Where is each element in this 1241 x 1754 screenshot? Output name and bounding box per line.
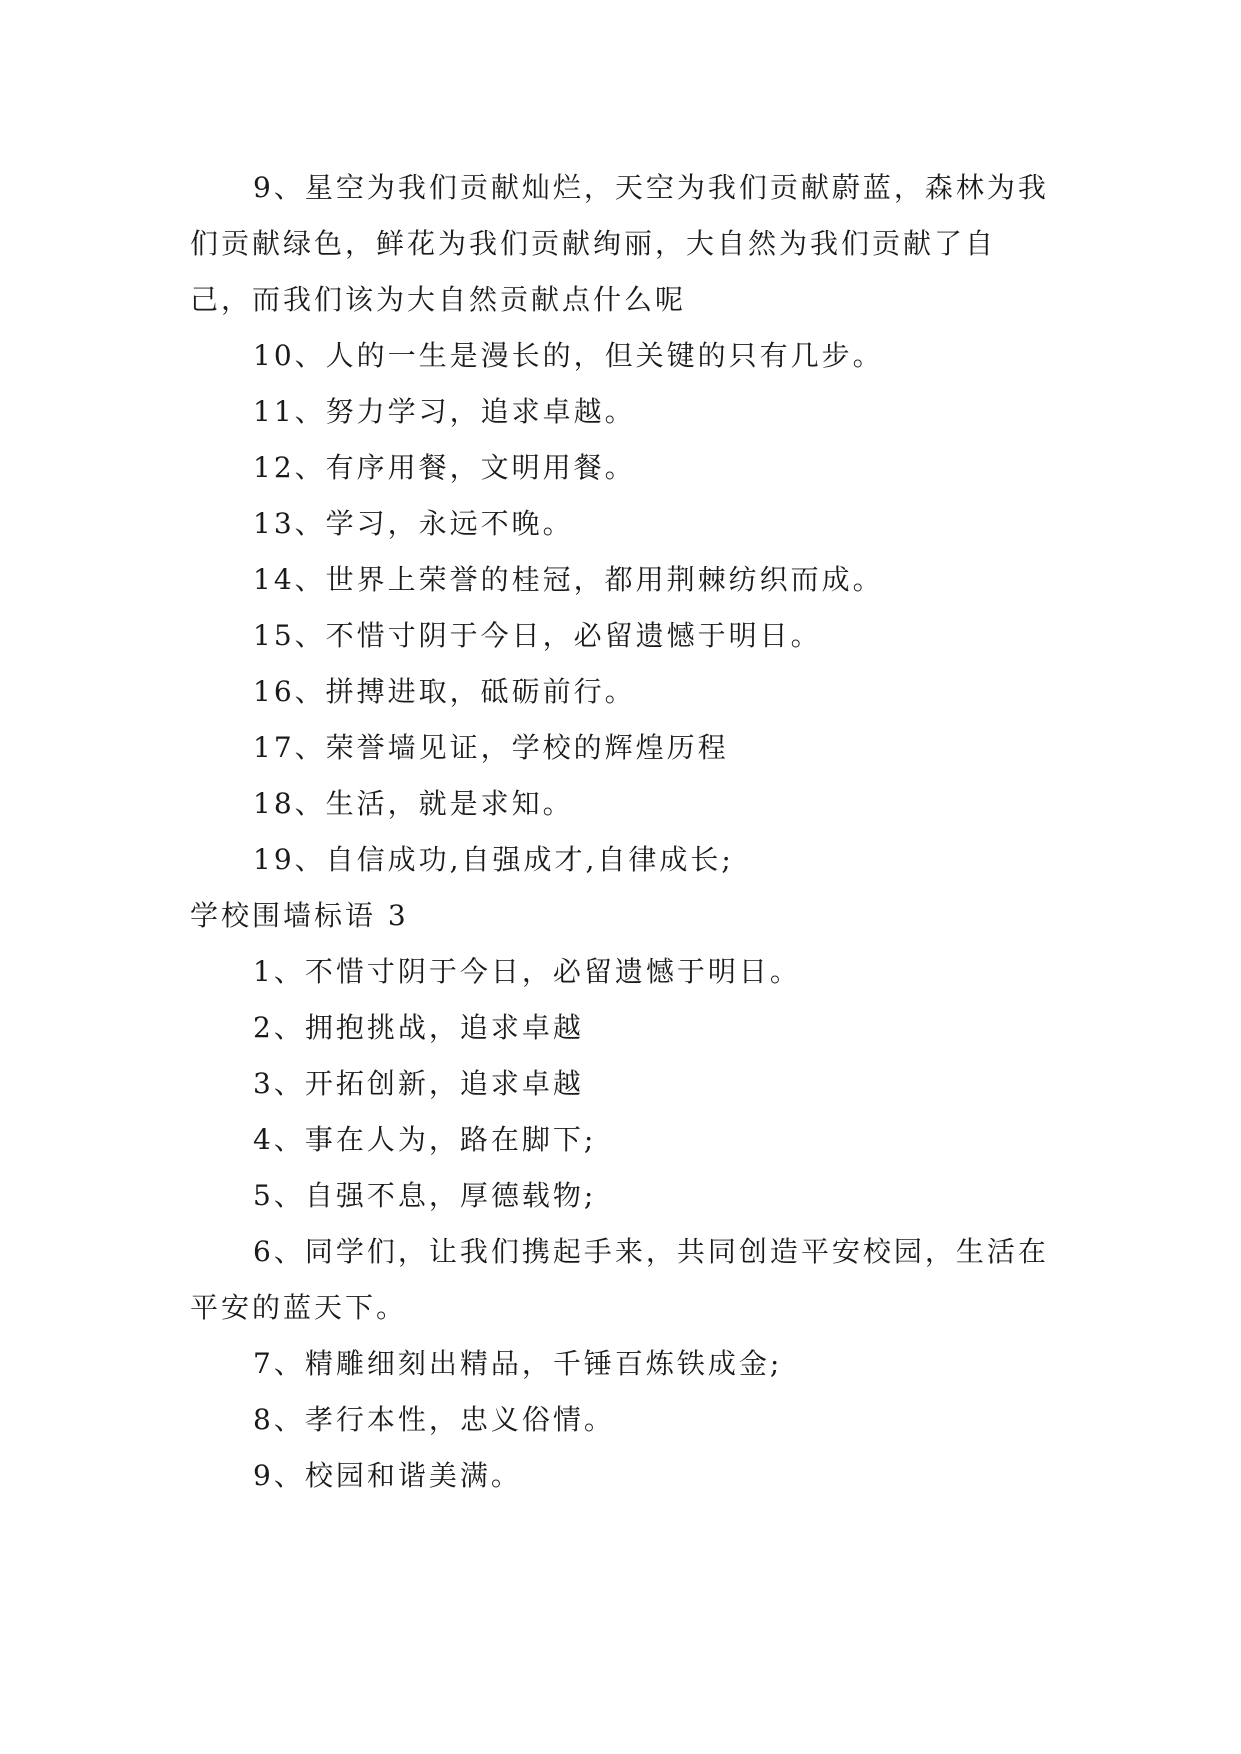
list-item: 1、不惜寸阴于今日，必留遗憾于明日。 [253, 955, 801, 988]
list-item: 16、拼搏进取，砥砺前行。 [253, 675, 636, 708]
list-item: 9、星空为我们贡献灿烂，天空为我们贡献蔚蓝，森林为我们贡献绿色，鲜花为我们贡献绚丽，大自然为我们贡献了自己，而我们该为大自然贡献点什么呢 [190, 171, 1049, 316]
list-item: 9、校园和谐美满。 [253, 1459, 522, 1492]
list-item: 2、拥抱挑战，追求卓越 [253, 1011, 584, 1044]
list-item: 7、精雕细刻出精品，千锤百炼铁成金; [253, 1347, 783, 1380]
list-item: 10、人的一生是漫长的，但关键的只有几步。 [253, 339, 884, 372]
list-item: 6、同学们，让我们携起手来，共同创造平安校园，生活在平安的蓝天下。 [190, 1235, 1049, 1324]
list-item: 8、孝行本性，忠义俗情。 [253, 1403, 615, 1436]
list-item: 19、自信成功,自强成才,自律成长; [253, 843, 734, 876]
list-item: 18、生活，就是求知。 [253, 787, 574, 820]
list-item: 14、世界上荣誉的桂冠，都用荆棘纺织而成。 [253, 563, 884, 596]
list-item: 4、事在人为，路在脚下; [253, 1123, 597, 1156]
list-item: 11、努力学习，追求卓越。 [253, 395, 636, 428]
list-item: 5、自强不息，厚德载物; [253, 1179, 597, 1212]
list-item: 17、荣誉墙见证，学校的辉煌历程 [253, 731, 729, 764]
list-item: 15、不惜寸阴于今日，必留遗憾于明日。 [253, 619, 822, 652]
list-item: 3、开拓创新，追求卓越 [253, 1067, 584, 1100]
document-body [190, 160, 1050, 1504]
list-item: 12、有序用餐，文明用餐。 [253, 451, 636, 484]
list-item: 13、学习，永远不晚。 [253, 507, 574, 540]
section-heading: 学校围墙标语 3 [190, 899, 409, 932]
